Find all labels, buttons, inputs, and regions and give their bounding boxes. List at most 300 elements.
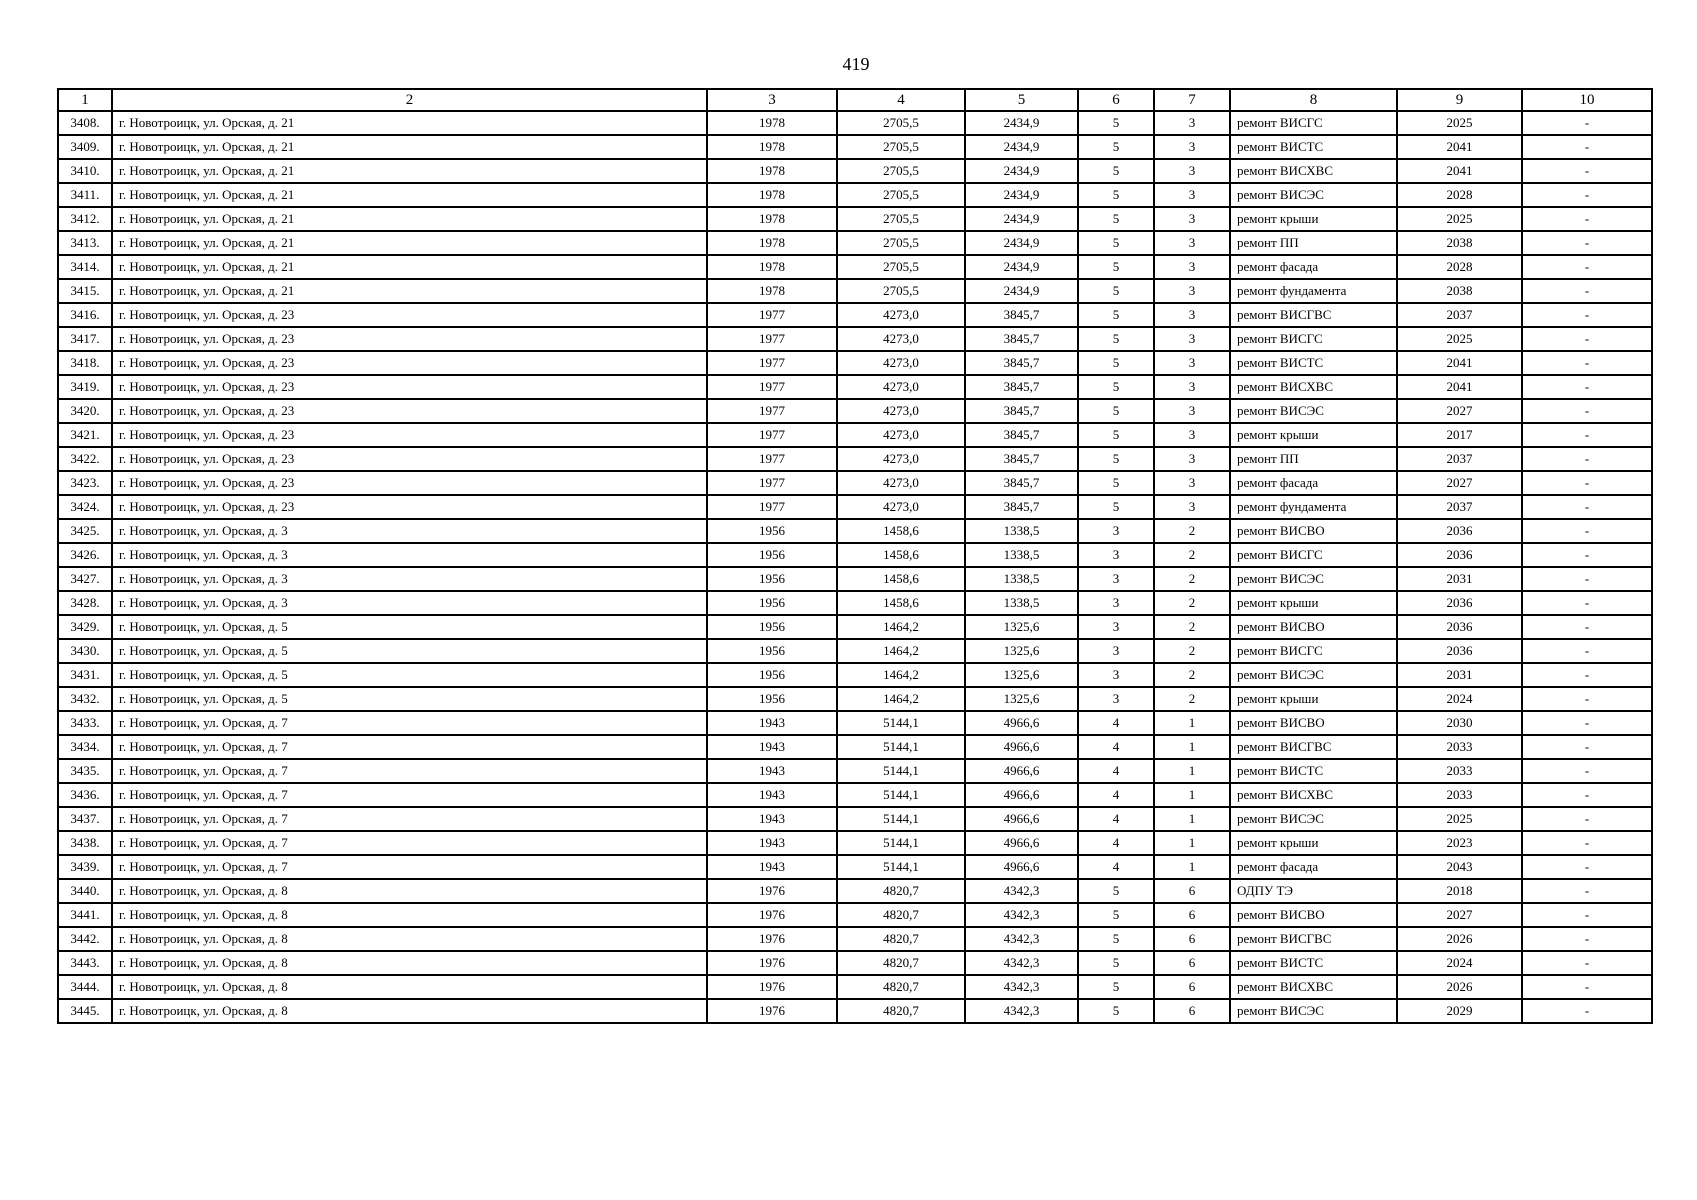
cell-total-area: 2705,5: [837, 279, 965, 303]
cell-row-number: 3423.: [58, 471, 112, 495]
cell-note: -: [1522, 519, 1652, 543]
cell-note: -: [1522, 231, 1652, 255]
cell-year-built: 1956: [707, 567, 837, 591]
cell-address: г. Новотроицк, ул. Орская, д. 8: [112, 879, 707, 903]
cell-address: г. Новотроицк, ул. Орская, д. 21: [112, 183, 707, 207]
table-row: [58, 999, 1652, 1023]
cell-entrances: 6: [1154, 879, 1230, 903]
cell-work-type: ремонт ВИСВО: [1230, 903, 1397, 927]
cell-entrances: 2: [1154, 519, 1230, 543]
cell-address: г. Новотроицк, ул. Орская, д. 23: [112, 327, 707, 351]
cell-planned-year: 2043: [1397, 855, 1522, 879]
cell-note: -: [1522, 735, 1652, 759]
cell-total-area: 5144,1: [837, 783, 965, 807]
cell-total-area: 5144,1: [837, 735, 965, 759]
column-header-note: 10: [1522, 89, 1652, 111]
cell-planned-year: 2023: [1397, 831, 1522, 855]
cell-row-number: 3435.: [58, 759, 112, 783]
cell-planned-year: 2025: [1397, 807, 1522, 831]
cell-planned-year: 2041: [1397, 351, 1522, 375]
cell-row-number: 3441.: [58, 903, 112, 927]
cell-row-number: 3410.: [58, 159, 112, 183]
table-row: [58, 495, 1652, 519]
cell-living-area: 4966,6: [965, 711, 1078, 735]
cell-planned-year: 2025: [1397, 111, 1522, 135]
cell-floors: 3: [1078, 519, 1154, 543]
table-row: [58, 879, 1652, 903]
cell-row-number: 3436.: [58, 783, 112, 807]
cell-address: г. Новотроицк, ул. Орская, д. 8: [112, 951, 707, 975]
cell-work-type: ремонт ВИСЭС: [1230, 567, 1397, 591]
cell-note: -: [1522, 375, 1652, 399]
cell-address: г. Новотроицк, ул. Орская, д. 3: [112, 519, 707, 543]
cell-note: -: [1522, 399, 1652, 423]
cell-year-built: 1976: [707, 951, 837, 975]
cell-work-type: ремонт ВИСХВС: [1230, 375, 1397, 399]
cell-planned-year: 2031: [1397, 663, 1522, 687]
cell-year-built: 1977: [707, 471, 837, 495]
cell-entrances: 1: [1154, 831, 1230, 855]
cell-total-area: 1464,2: [837, 663, 965, 687]
cell-planned-year: 2038: [1397, 279, 1522, 303]
cell-note: -: [1522, 183, 1652, 207]
cell-entrances: 1: [1154, 783, 1230, 807]
cell-floors: 5: [1078, 447, 1154, 471]
cell-floors: 5: [1078, 495, 1154, 519]
cell-entrances: 1: [1154, 807, 1230, 831]
cell-year-built: 1977: [707, 423, 837, 447]
table-row: [58, 663, 1652, 687]
cell-floors: 5: [1078, 999, 1154, 1023]
cell-entrances: 6: [1154, 927, 1230, 951]
cell-entrances: 3: [1154, 159, 1230, 183]
cell-living-area: 2434,9: [965, 159, 1078, 183]
cell-address: г. Новотроицк, ул. Орская, д. 3: [112, 591, 707, 615]
cell-work-type: ремонт ВИСВО: [1230, 615, 1397, 639]
table-row: [58, 615, 1652, 639]
cell-row-number: 3437.: [58, 807, 112, 831]
column-header-floors: 6: [1078, 89, 1154, 111]
cell-address: г. Новотроицк, ул. Орская, д. 8: [112, 999, 707, 1023]
cell-note: -: [1522, 303, 1652, 327]
cell-floors: 5: [1078, 423, 1154, 447]
cell-entrances: 3: [1154, 351, 1230, 375]
cell-entrances: 2: [1154, 543, 1230, 567]
cell-living-area: 4342,3: [965, 879, 1078, 903]
cell-floors: 3: [1078, 687, 1154, 711]
cell-work-type: ремонт крыши: [1230, 831, 1397, 855]
table-row: [58, 399, 1652, 423]
cell-year-built: 1977: [707, 375, 837, 399]
cell-note: -: [1522, 903, 1652, 927]
cell-work-type: ремонт ВИСТС: [1230, 951, 1397, 975]
cell-note: -: [1522, 279, 1652, 303]
cell-entrances: 6: [1154, 951, 1230, 975]
table-row: [58, 327, 1652, 351]
table-row: [58, 831, 1652, 855]
cell-entrances: 3: [1154, 495, 1230, 519]
column-header-entrances: 7: [1154, 89, 1230, 111]
cell-living-area: 2434,9: [965, 135, 1078, 159]
cell-year-built: 1977: [707, 303, 837, 327]
cell-entrances: 3: [1154, 255, 1230, 279]
cell-total-area: 4273,0: [837, 471, 965, 495]
register-table: [57, 88, 1653, 1024]
cell-entrances: 2: [1154, 567, 1230, 591]
table-row: [58, 807, 1652, 831]
cell-row-number: 3438.: [58, 831, 112, 855]
cell-floors: 5: [1078, 111, 1154, 135]
table-row: [58, 735, 1652, 759]
cell-work-type: ремонт ВИСГС: [1230, 543, 1397, 567]
cell-entrances: 1: [1154, 855, 1230, 879]
table-row: [58, 183, 1652, 207]
cell-total-area: 1464,2: [837, 639, 965, 663]
cell-work-type: ремонт ПП: [1230, 231, 1397, 255]
cell-address: г. Новотроицк, ул. Орская, д. 5: [112, 615, 707, 639]
cell-planned-year: 2018: [1397, 879, 1522, 903]
cell-year-built: 1976: [707, 975, 837, 999]
cell-floors: 4: [1078, 807, 1154, 831]
cell-year-built: 1978: [707, 255, 837, 279]
cell-entrances: 6: [1154, 999, 1230, 1023]
cell-work-type: ремонт ВИСХВС: [1230, 159, 1397, 183]
cell-address: г. Новотроицк, ул. Орская, д. 5: [112, 687, 707, 711]
cell-work-type: ремонт фундамента: [1230, 279, 1397, 303]
cell-total-area: 4273,0: [837, 399, 965, 423]
cell-work-type: ремонт ВИСГВС: [1230, 303, 1397, 327]
cell-row-number: 3415.: [58, 279, 112, 303]
cell-living-area: 3845,7: [965, 495, 1078, 519]
cell-work-type: ремонт ВИСГС: [1230, 639, 1397, 663]
cell-work-type: ремонт ВИСГС: [1230, 327, 1397, 351]
cell-row-number: 3421.: [58, 423, 112, 447]
cell-work-type: ремонт ВИСЭС: [1230, 183, 1397, 207]
cell-year-built: 1956: [707, 615, 837, 639]
cell-living-area: 4966,6: [965, 855, 1078, 879]
cell-note: -: [1522, 975, 1652, 999]
cell-floors: 5: [1078, 255, 1154, 279]
cell-living-area: 4342,3: [965, 951, 1078, 975]
cell-floors: 5: [1078, 927, 1154, 951]
cell-living-area: 1325,6: [965, 639, 1078, 663]
cell-living-area: 1325,6: [965, 663, 1078, 687]
cell-year-built: 1956: [707, 687, 837, 711]
cell-year-built: 1977: [707, 447, 837, 471]
cell-note: -: [1522, 855, 1652, 879]
cell-address: г. Новотроицк, ул. Орская, д. 7: [112, 831, 707, 855]
cell-planned-year: 2041: [1397, 135, 1522, 159]
cell-row-number: 3431.: [58, 663, 112, 687]
cell-row-number: 3422.: [58, 447, 112, 471]
column-header-row-number: 1: [58, 89, 112, 111]
cell-note: -: [1522, 711, 1652, 735]
cell-floors: 3: [1078, 591, 1154, 615]
cell-address: г. Новотроицк, ул. Орская, д. 23: [112, 423, 707, 447]
cell-living-area: 4342,3: [965, 903, 1078, 927]
cell-note: -: [1522, 759, 1652, 783]
cell-year-built: 1978: [707, 135, 837, 159]
cell-living-area: 4342,3: [965, 975, 1078, 999]
cell-note: -: [1522, 807, 1652, 831]
cell-planned-year: 2033: [1397, 759, 1522, 783]
cell-address: г. Новотроицк, ул. Орская, д. 23: [112, 351, 707, 375]
cell-row-number: 3445.: [58, 999, 112, 1023]
cell-floors: 5: [1078, 207, 1154, 231]
cell-note: -: [1522, 951, 1652, 975]
cell-floors: 4: [1078, 855, 1154, 879]
cell-address: г. Новотроицк, ул. Орская, д. 21: [112, 159, 707, 183]
cell-address: г. Новотроицк, ул. Орская, д. 7: [112, 759, 707, 783]
column-header-total-area: 4: [837, 89, 965, 111]
table-body: [58, 111, 1652, 1023]
cell-entrances: 3: [1154, 471, 1230, 495]
cell-floors: 4: [1078, 831, 1154, 855]
cell-floors: 4: [1078, 711, 1154, 735]
table-row: [58, 423, 1652, 447]
cell-note: -: [1522, 351, 1652, 375]
cell-entrances: 3: [1154, 111, 1230, 135]
cell-year-built: 1977: [707, 351, 837, 375]
cell-row-number: 3425.: [58, 519, 112, 543]
cell-note: -: [1522, 495, 1652, 519]
cell-row-number: 3432.: [58, 687, 112, 711]
cell-planned-year: 2037: [1397, 303, 1522, 327]
cell-year-built: 1943: [707, 807, 837, 831]
cell-year-built: 1976: [707, 903, 837, 927]
cell-floors: 3: [1078, 663, 1154, 687]
cell-address: г. Новотроицк, ул. Орская, д. 23: [112, 303, 707, 327]
cell-address: г. Новотроицк, ул. Орская, д. 23: [112, 471, 707, 495]
cell-entrances: 3: [1154, 327, 1230, 351]
cell-address: г. Новотроицк, ул. Орская, д. 23: [112, 447, 707, 471]
cell-work-type: ремонт ВИСВО: [1230, 519, 1397, 543]
cell-note: -: [1522, 111, 1652, 135]
cell-entrances: 3: [1154, 135, 1230, 159]
cell-living-area: 4966,6: [965, 759, 1078, 783]
cell-total-area: 4273,0: [837, 447, 965, 471]
cell-address: г. Новотроицк, ул. Орская, д. 5: [112, 663, 707, 687]
cell-total-area: 4273,0: [837, 327, 965, 351]
table-row: [58, 927, 1652, 951]
cell-address: г. Новотроицк, ул. Орская, д. 21: [112, 255, 707, 279]
cell-row-number: 3428.: [58, 591, 112, 615]
cell-year-built: 1956: [707, 519, 837, 543]
cell-year-built: 1943: [707, 759, 837, 783]
cell-row-number: 3426.: [58, 543, 112, 567]
cell-note: -: [1522, 327, 1652, 351]
cell-floors: 3: [1078, 567, 1154, 591]
cell-note: -: [1522, 447, 1652, 471]
cell-living-area: 4966,6: [965, 831, 1078, 855]
cell-planned-year: 2024: [1397, 951, 1522, 975]
cell-entrances: 2: [1154, 615, 1230, 639]
cell-year-built: 1978: [707, 207, 837, 231]
cell-work-type: ремонт ВИСЭС: [1230, 807, 1397, 831]
cell-note: -: [1522, 471, 1652, 495]
cell-floors: 4: [1078, 735, 1154, 759]
cell-living-area: 3845,7: [965, 375, 1078, 399]
cell-total-area: 4820,7: [837, 951, 965, 975]
cell-floors: 5: [1078, 903, 1154, 927]
cell-note: -: [1522, 687, 1652, 711]
cell-year-built: 1943: [707, 855, 837, 879]
cell-planned-year: 2036: [1397, 615, 1522, 639]
cell-floors: 5: [1078, 375, 1154, 399]
cell-planned-year: 2025: [1397, 207, 1522, 231]
cell-living-area: 2434,9: [965, 111, 1078, 135]
cell-year-built: 1978: [707, 159, 837, 183]
cell-entrances: 1: [1154, 759, 1230, 783]
cell-living-area: 1338,5: [965, 567, 1078, 591]
table-row: [58, 471, 1652, 495]
cell-address: г. Новотроицк, ул. Орская, д. 7: [112, 807, 707, 831]
cell-planned-year: 2037: [1397, 495, 1522, 519]
table-row: [58, 255, 1652, 279]
cell-total-area: 2705,5: [837, 159, 965, 183]
cell-planned-year: 2037: [1397, 447, 1522, 471]
cell-floors: 5: [1078, 135, 1154, 159]
cell-row-number: 3427.: [58, 567, 112, 591]
cell-address: г. Новотроицк, ул. Орская, д. 7: [112, 855, 707, 879]
cell-work-type: ремонт фундамента: [1230, 495, 1397, 519]
cell-work-type: ремонт крыши: [1230, 687, 1397, 711]
cell-work-type: ремонт ВИСТС: [1230, 351, 1397, 375]
table-row: [58, 303, 1652, 327]
cell-living-area: 4966,6: [965, 807, 1078, 831]
cell-year-built: 1978: [707, 183, 837, 207]
cell-entrances: 3: [1154, 279, 1230, 303]
cell-planned-year: 2033: [1397, 783, 1522, 807]
cell-row-number: 3440.: [58, 879, 112, 903]
cell-entrances: 3: [1154, 375, 1230, 399]
cell-entrances: 6: [1154, 903, 1230, 927]
cell-address: г. Новотроицк, ул. Орская, д. 21: [112, 207, 707, 231]
table-row: [58, 375, 1652, 399]
cell-planned-year: 2030: [1397, 711, 1522, 735]
cell-living-area: 4966,6: [965, 735, 1078, 759]
cell-year-built: 1956: [707, 663, 837, 687]
cell-planned-year: 2026: [1397, 927, 1522, 951]
table-row: [58, 351, 1652, 375]
cell-floors: 5: [1078, 975, 1154, 999]
cell-planned-year: 2038: [1397, 231, 1522, 255]
cell-living-area: 3845,7: [965, 447, 1078, 471]
cell-year-built: 1956: [707, 543, 837, 567]
cell-note: -: [1522, 783, 1652, 807]
cell-floors: 4: [1078, 759, 1154, 783]
cell-total-area: 2705,5: [837, 183, 965, 207]
cell-year-built: 1977: [707, 495, 837, 519]
table-row: [58, 231, 1652, 255]
cell-living-area: 3845,7: [965, 351, 1078, 375]
cell-note: -: [1522, 159, 1652, 183]
cell-floors: 5: [1078, 327, 1154, 351]
cell-note: -: [1522, 135, 1652, 159]
cell-note: -: [1522, 255, 1652, 279]
cell-living-area: 3845,7: [965, 471, 1078, 495]
cell-work-type: ремонт фасада: [1230, 255, 1397, 279]
cell-work-type: ремонт ПП: [1230, 447, 1397, 471]
cell-total-area: 2705,5: [837, 207, 965, 231]
cell-address: г. Новотроицк, ул. Орская, д. 3: [112, 567, 707, 591]
cell-entrances: 2: [1154, 663, 1230, 687]
cell-work-type: ремонт ВИСЭС: [1230, 999, 1397, 1023]
cell-floors: 5: [1078, 231, 1154, 255]
cell-entrances: 1: [1154, 735, 1230, 759]
cell-row-number: 3418.: [58, 351, 112, 375]
cell-living-area: 4342,3: [965, 927, 1078, 951]
cell-total-area: 5144,1: [837, 807, 965, 831]
cell-floors: 3: [1078, 615, 1154, 639]
cell-floors: 5: [1078, 183, 1154, 207]
cell-address: г. Новотроицк, ул. Орская, д. 8: [112, 975, 707, 999]
cell-work-type: ремонт ВИСХВС: [1230, 975, 1397, 999]
cell-total-area: 4820,7: [837, 879, 965, 903]
cell-living-area: 1338,5: [965, 543, 1078, 567]
cell-living-area: 3845,7: [965, 303, 1078, 327]
cell-planned-year: 2031: [1397, 567, 1522, 591]
cell-living-area: 4966,6: [965, 783, 1078, 807]
cell-total-area: 4273,0: [837, 303, 965, 327]
cell-floors: 5: [1078, 879, 1154, 903]
cell-total-area: 2705,5: [837, 255, 965, 279]
cell-living-area: 1338,5: [965, 591, 1078, 615]
cell-address: г. Новотроицк, ул. Орская, д. 3: [112, 543, 707, 567]
cell-row-number: 3417.: [58, 327, 112, 351]
table-row: [58, 111, 1652, 135]
cell-row-number: 3439.: [58, 855, 112, 879]
cell-living-area: 4342,3: [965, 999, 1078, 1023]
cell-total-area: 4820,7: [837, 927, 965, 951]
cell-entrances: 2: [1154, 687, 1230, 711]
cell-total-area: 4820,7: [837, 975, 965, 999]
cell-living-area: 2434,9: [965, 255, 1078, 279]
cell-total-area: 2705,5: [837, 231, 965, 255]
cell-total-area: 4273,0: [837, 495, 965, 519]
cell-row-number: 3442.: [58, 927, 112, 951]
cell-entrances: 2: [1154, 591, 1230, 615]
cell-floors: 3: [1078, 543, 1154, 567]
cell-entrances: 6: [1154, 975, 1230, 999]
cell-note: -: [1522, 639, 1652, 663]
cell-floors: 4: [1078, 783, 1154, 807]
cell-living-area: 3845,7: [965, 423, 1078, 447]
column-header-living-area: 5: [965, 89, 1078, 111]
cell-total-area: 5144,1: [837, 831, 965, 855]
cell-address: г. Новотроицк, ул. Орская, д. 21: [112, 231, 707, 255]
table-row: [58, 519, 1652, 543]
cell-row-number: 3443.: [58, 951, 112, 975]
cell-address: г. Новотроицк, ул. Орская, д. 7: [112, 735, 707, 759]
cell-address: г. Новотроицк, ул. Орская, д. 5: [112, 639, 707, 663]
cell-row-number: 3434.: [58, 735, 112, 759]
cell-planned-year: 2028: [1397, 255, 1522, 279]
column-header-year-built: 3: [707, 89, 837, 111]
page-number: 419: [842, 54, 870, 74]
cell-planned-year: 2025: [1397, 327, 1522, 351]
cell-floors: 5: [1078, 159, 1154, 183]
cell-address: г. Новотроицк, ул. Орская, д. 23: [112, 495, 707, 519]
cell-floors: 5: [1078, 399, 1154, 423]
table-row: [58, 159, 1652, 183]
cell-living-area: 3845,7: [965, 327, 1078, 351]
cell-year-built: 1977: [707, 327, 837, 351]
cell-row-number: 3411.: [58, 183, 112, 207]
cell-address: г. Новотроицк, ул. Орская, д. 7: [112, 783, 707, 807]
cell-work-type: ремонт ВИСТС: [1230, 135, 1397, 159]
cell-row-number: 3419.: [58, 375, 112, 399]
